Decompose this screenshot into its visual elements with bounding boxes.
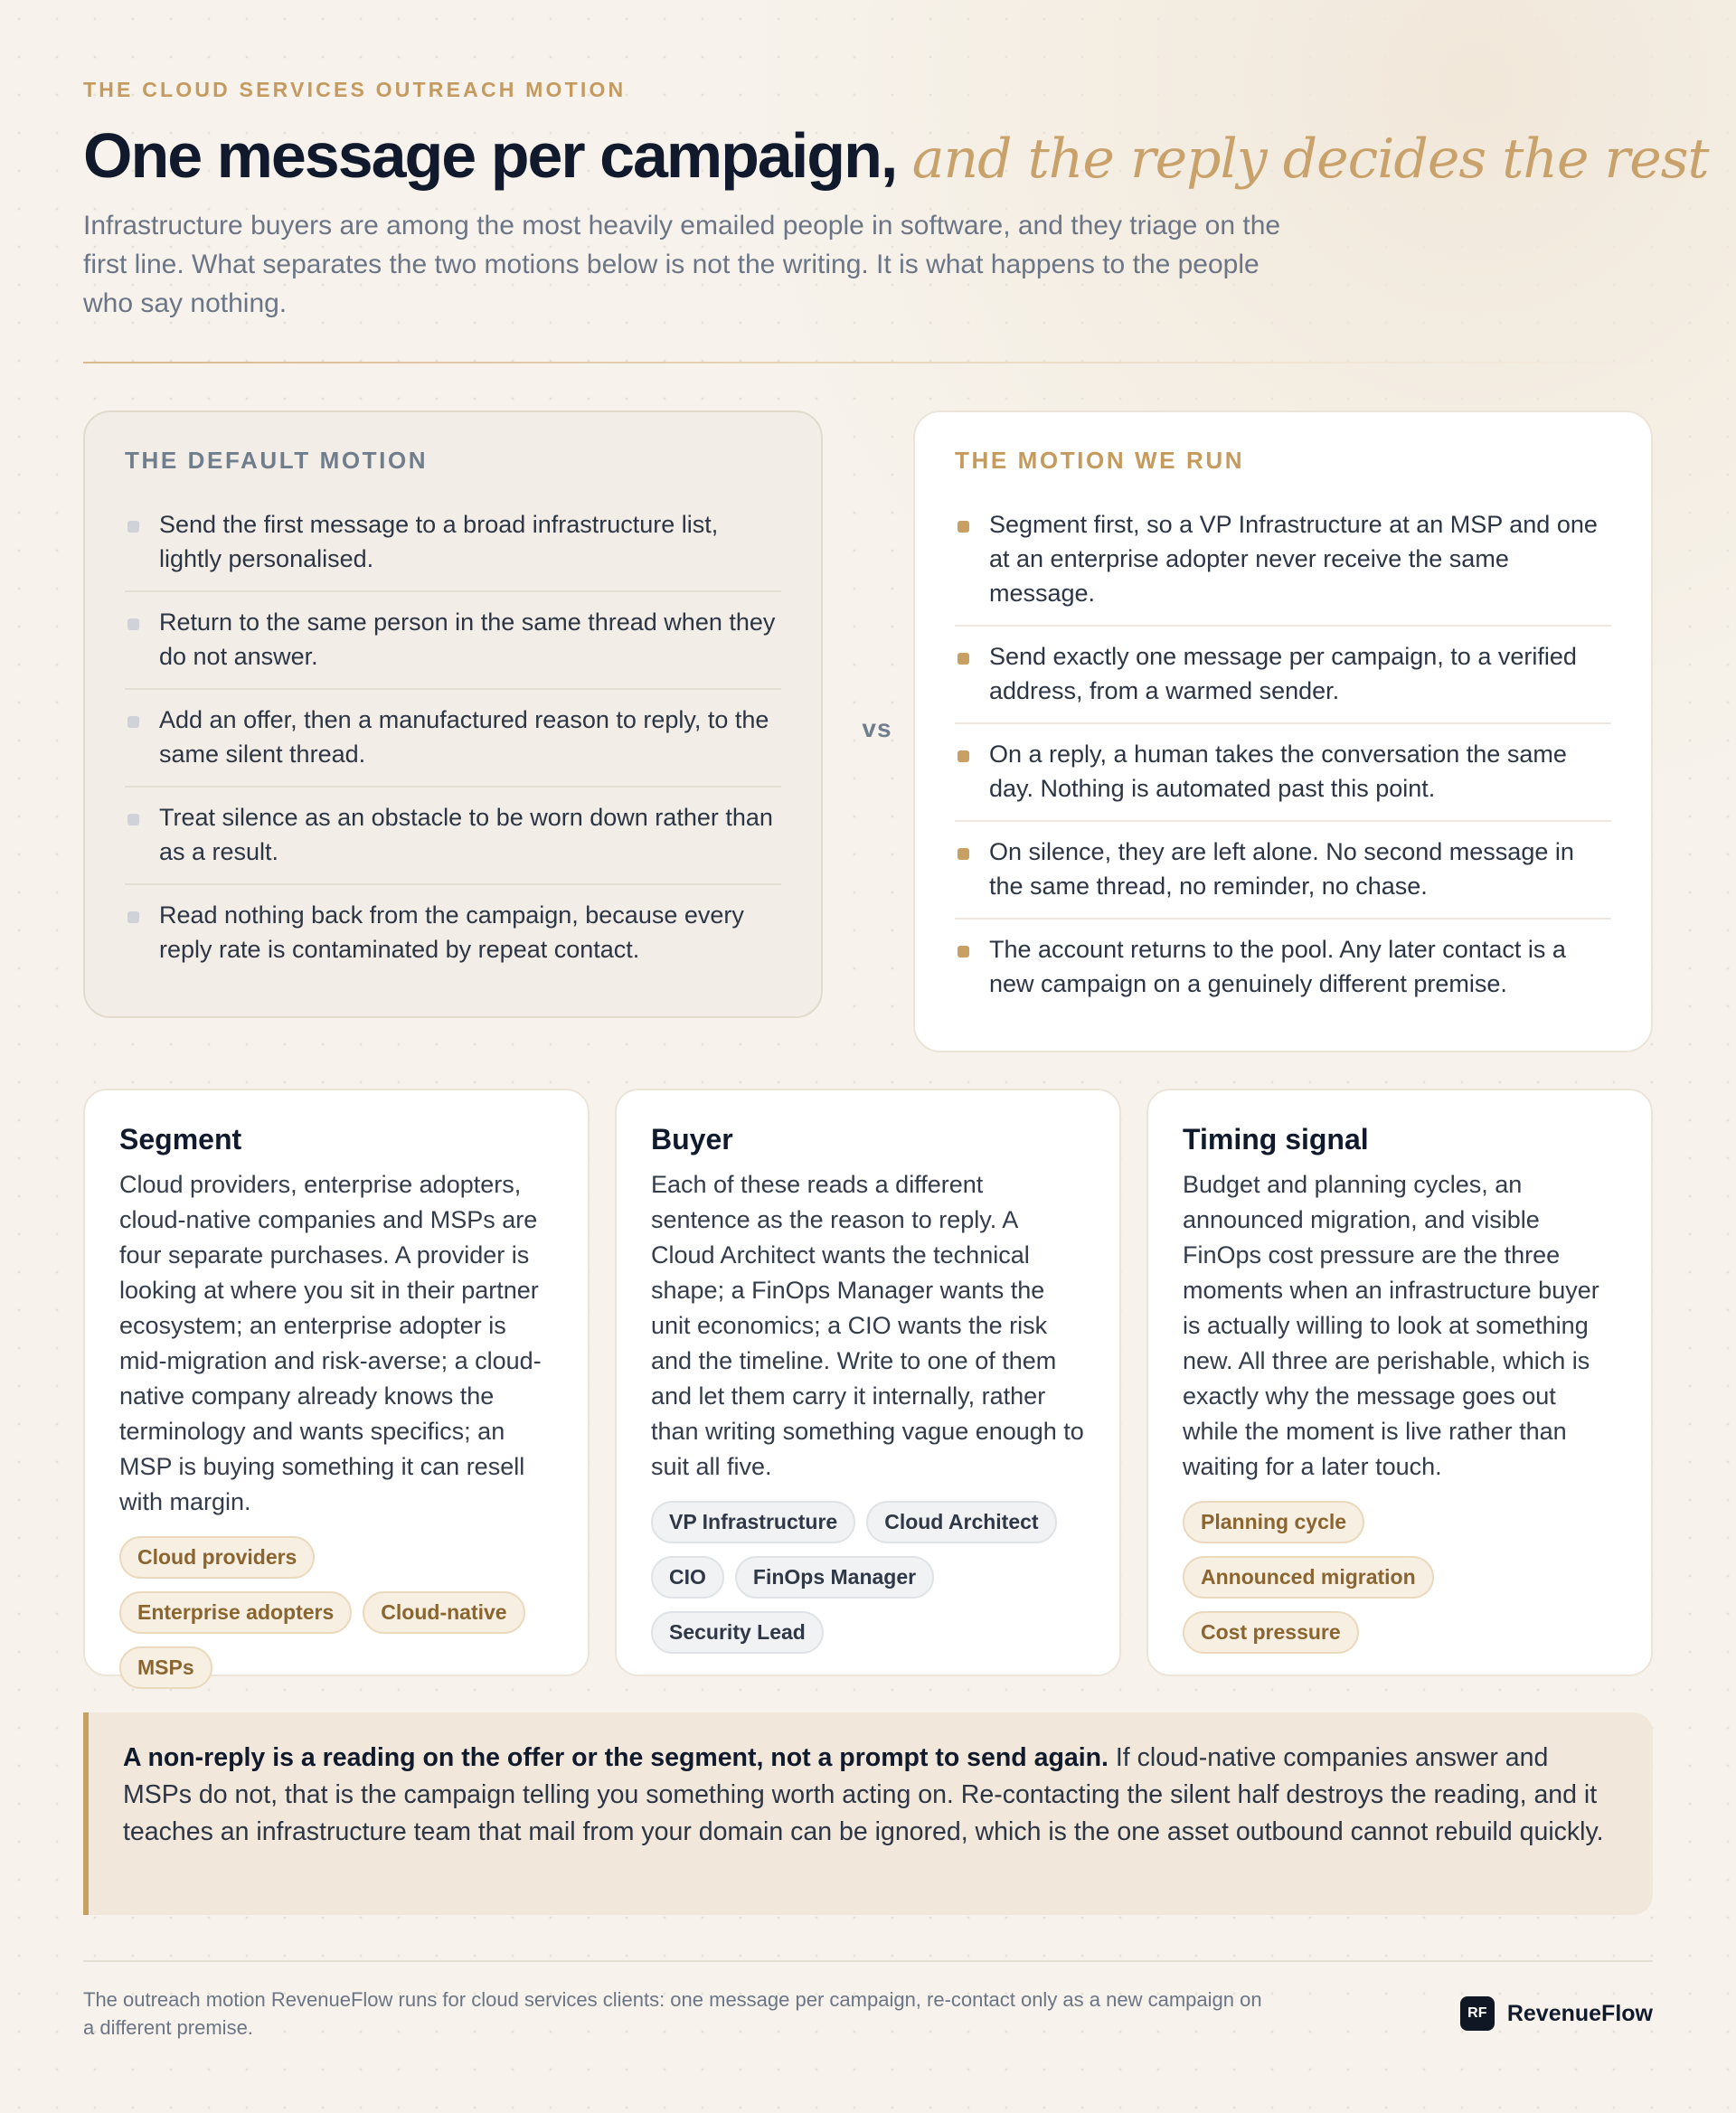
title-main: One message per campaign, — [83, 120, 897, 191]
list-item-text: Send exactly one message per campaign, to a verified address, from a warmed sender. — [989, 643, 1577, 704]
bullet-icon — [127, 521, 139, 533]
card-title: Timing signal — [1183, 1123, 1369, 1156]
tag-chip: FinOps Manager — [735, 1556, 934, 1599]
tag-chip: Cloud Architect — [866, 1501, 1056, 1543]
page-title — [83, 114, 1709, 201]
card-body: Budget and planning cycles, an announced migration, and visible FinOps cost pressure are the three moments when an infrastructure buyer is actually willing to look at something new. All three are perishable, which is exactly why the message goes out while the moment is live rather than waiting for a later touch. — [1183, 1171, 1599, 1480]
list-item — [125, 495, 781, 592]
tag-chip: MSPs — [119, 1646, 212, 1689]
list-item — [955, 627, 1611, 724]
tag-list — [651, 1501, 1085, 1654]
bullet-icon — [958, 521, 969, 533]
tag-chip: Security Lead — [651, 1611, 824, 1654]
callout-box — [83, 1712, 1653, 1915]
list-item-text: The account returns to the pool. Any later contact is a new campaign on a genuinely different premise. — [989, 936, 1566, 997]
bullet-icon — [127, 911, 139, 923]
list-item — [125, 592, 781, 690]
header-divider — [83, 362, 1653, 363]
list-item — [955, 724, 1611, 822]
callout-lead: A non-reply is a reading on the offer or the segment, not a prompt to send again. — [123, 1743, 1109, 1772]
tag-chip: Enterprise adopters — [119, 1591, 352, 1634]
brand-logo-icon: RF — [1460, 1996, 1495, 2031]
list-item-text: On a reply, a human takes the conversation the same day. Nothing is automated past this point. — [989, 740, 1567, 802]
tag-chip: CIO — [651, 1556, 724, 1599]
list-item — [955, 495, 1611, 627]
card-body: Cloud providers, enterprise adopters, cloud-native companies and MSPs are four separate purchases. A provider is looking at where you sit in their partner ecosystem; an enterprise adopter is mid-migration and risk-averse; a cloud-native company already knows the terminology and wants specifics; an MSP is buying something it can resell with margin. — [119, 1171, 542, 1515]
tag-chip: Planning cycle — [1183, 1501, 1364, 1543]
default-motion-panel — [83, 410, 823, 1018]
list-item — [955, 920, 1611, 1015]
our-motion-list — [955, 495, 1611, 1015]
list-item — [125, 690, 781, 788]
card-title: Segment — [119, 1123, 242, 1156]
tag-list — [119, 1536, 553, 1689]
card-title: Buyer — [651, 1123, 733, 1156]
footer-text: The outreach motion RevenueFlow runs for cloud services clients: one message per campaign, re-contact only as a new campaign on a different premise. — [83, 1988, 1262, 2039]
tag-chip: Cost pressure — [1183, 1611, 1359, 1654]
bullet-icon — [127, 716, 139, 728]
list-item — [955, 822, 1611, 920]
tag-chip: VP Infrastructure — [651, 1501, 855, 1543]
title-accent: and the reply decides the rest — [911, 127, 1709, 191]
our-motion-panel — [913, 410, 1653, 1052]
card-body: Each of these reads a different sentence as the reason to reply. A Cloud Architect wants the technical shape; a FinOps Manager wants the unit economics; a CIO wants the risk and the timeline. Write to one of them and let them carry it internally, rather than writing something vague enough to suit all five. — [651, 1171, 1084, 1480]
list-item-text: Add an offer, then a manufactured reason to reply, to the same silent thread. — [159, 706, 769, 768]
tag-chip: Cloud-native — [363, 1591, 524, 1634]
segment-card — [83, 1089, 590, 1679]
bullet-icon — [958, 946, 969, 957]
list-item-text: Read nothing back from the campaign, because every reply rate is contaminated by repeat contact. — [159, 901, 744, 963]
brand-name: RevenueFlow — [1506, 2000, 1653, 2026]
callout-body: If cloud-native companies answer and MSPs do not, that is the campaign telling you something worth acting on. Re-contacting the silent half destroys the reading, and it teaches an infrastructure team that mail from your domain can be ignored, which is the one asset outbound cannot rebuild quickly. — [123, 1743, 1604, 1846]
tag-list — [1183, 1501, 1617, 1654]
default-motion-list — [125, 495, 781, 981]
list-item — [125, 885, 781, 981]
tag-chip: Cloud providers — [119, 1536, 315, 1579]
bullet-icon — [958, 653, 969, 665]
our-motion-title: THE MOTION WE RUN — [955, 447, 1245, 474]
list-item-text: Send the first message to a broad infrastructure list, lightly personalised. — [159, 511, 719, 572]
bullet-icon — [958, 848, 969, 860]
list-item-text: Return to the same person in the same thread when they do not answer. — [159, 608, 776, 670]
footer-divider — [83, 1960, 1653, 1962]
list-item-text: On silence, they are left alone. No second message in the same thread, no reminder, no chase. — [989, 838, 1574, 900]
timing-signal-card — [1146, 1089, 1653, 1676]
intro-paragraph: Infrastructure buyers are among the most heavily emailed people in software, and they triage on the first line. What separates the two motions below is not the writing. It is what happens to the people who say nothing. — [83, 211, 1281, 318]
bullet-icon — [958, 750, 969, 762]
list-item-text: Treat silence as an obstacle to be worn down rather than as a result. — [159, 804, 773, 865]
tag-chip: Announced migration — [1183, 1556, 1434, 1599]
bullet-icon — [127, 814, 139, 825]
vs-label: vs — [862, 714, 892, 742]
brand — [1460, 1996, 1653, 2031]
eyebrow: THE CLOUD SERVICES OUTREACH MOTION — [83, 78, 627, 101]
buyer-card — [615, 1089, 1121, 1676]
list-item-text: Segment first, so a VP Infrastructure at an MSP and one at an enterprise adopter never receive the same message. — [989, 511, 1598, 607]
default-motion-title: THE DEFAULT MOTION — [125, 447, 429, 474]
list-item — [125, 788, 781, 885]
bullet-icon — [127, 618, 139, 630]
